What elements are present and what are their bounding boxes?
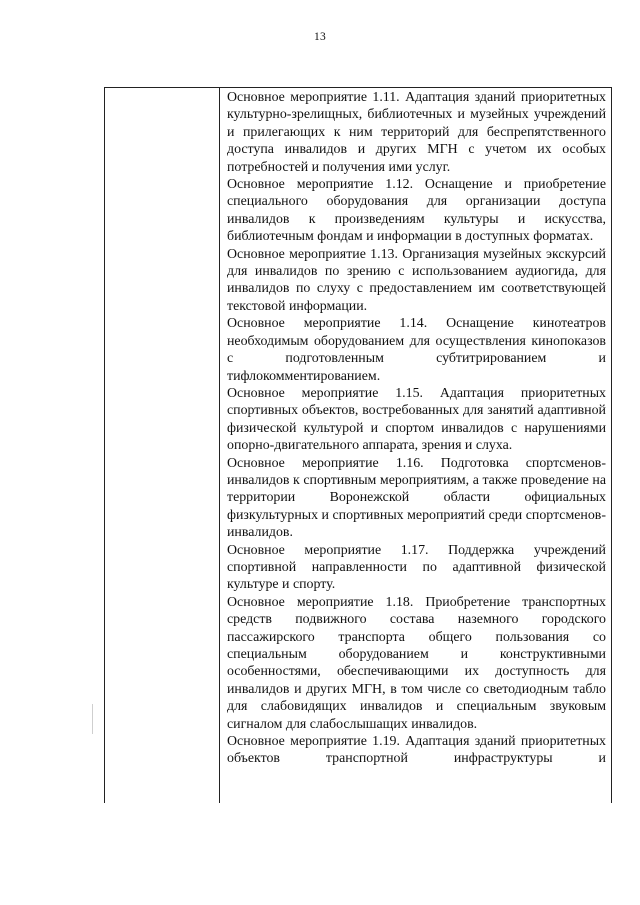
measures-cell (227, 89, 606, 768)
measure-1-18: Основное мероприятие 1.18. Приобретение транспортных средств подвижного состава наземного городского пассажирского транспорта общего пользования со специальным оборудованием и конструктивными особенностями, обеспечивающими их доступность для инвалидов и других МГН, в том числе со светодиодным табло для слабовидящих инвалидов и специальным звуковым сигналом для слабослышащих инвалидов. (227, 594, 606, 732)
left-cell (105, 88, 219, 803)
measure-1-16: Основное мероприятие 1.16. Подготовка спортсменов-инвалидов к спортивным мероприятиям, а также проведение на территории Воронежской области официальных физкультурных и спортивных мероприятий среди спортсменов-инвалидов. (227, 455, 606, 541)
measure-1-19: Основное мероприятие 1.19. Адаптация зданий приоритетных объектов транспортной инфраструктуры и (227, 734, 606, 767)
scan-artifact-line (92, 704, 93, 734)
page-number: 13 (313, 31, 327, 43)
measure-1-15: Основное мероприятие 1.15. Адаптация приоритетных спортивных объектов, востребованных для занятий адаптивной физической культурой и спортом инвалидов с нарушениями опорно-двигательного аппарата, зрения и слуха. (227, 385, 606, 454)
measure-1-17: Основное мероприятие 1.17. Поддержка учреждений спортивной направленности по адаптивной физической культуре и спорту. (227, 542, 606, 593)
measure-1-14: Основное мероприятие 1.14. Оснащение кинотеатров необходимым оборудованием для осуществления кинопоказов с подготовленным субтитрированием и тифлокомментированием. (227, 316, 606, 384)
measure-1-12: Основное мероприятие 1.12. Оснащение и приобретение специального оборудования для организации доступа инвалидов к произведениям культуры и искусства, библиотечным фондам и информации в доступных форматах. (227, 177, 606, 245)
column-divider (219, 88, 220, 803)
measure-1-11: Основное мероприятие 1.11. Адаптация зданий приоритетных культурно-зрелищных, библиотечных и музейных учреждений и прилегающих к ним территорий для беспрепятственного доступа инвалидов и других МГН с учетом их особых потребностей и получения ими услуг. (227, 90, 606, 175)
measure-1-13: Основное мероприятие 1.13. Организация музейных экскурсий для инвалидов по зрению с использованием аудиогида, для инвалидов по слуху с предоставлением им соответствующей текстовой информации. (227, 246, 606, 314)
program-table (104, 87, 612, 803)
